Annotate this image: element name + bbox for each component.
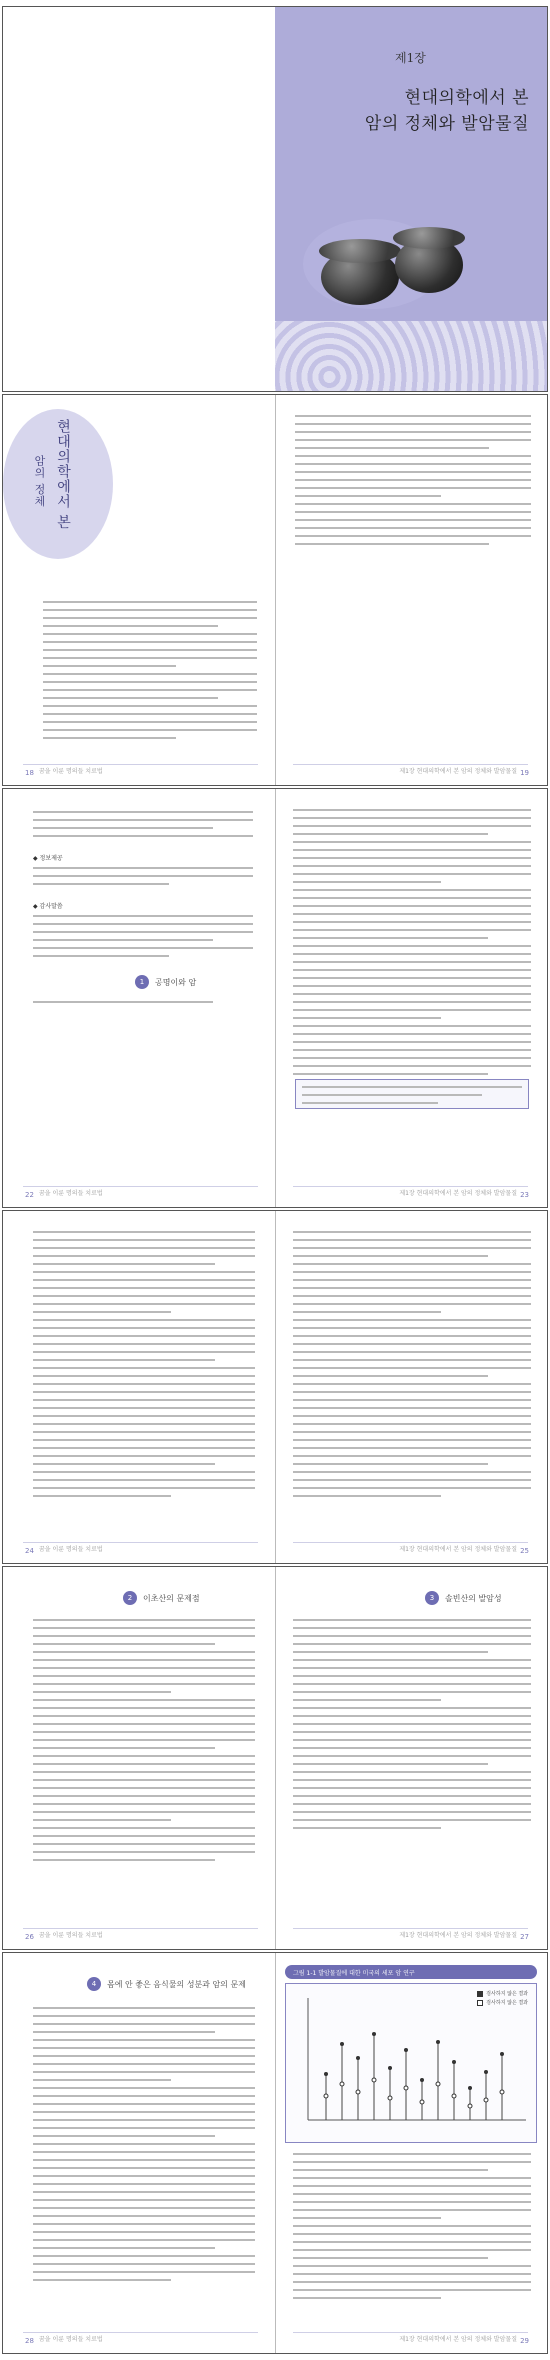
chapter-title-line1: 현대의학에서 본 (404, 88, 529, 108)
footer-rule (293, 2332, 528, 2333)
footer-rule (293, 1186, 528, 1187)
chapter-opener-spread (2, 6, 548, 392)
section-heading (135, 975, 196, 989)
body-text (43, 601, 257, 745)
body-text (33, 1231, 255, 1503)
body-text (293, 1231, 531, 1503)
body-text (33, 1619, 255, 1867)
page-26 (3, 1567, 275, 1949)
body-text (33, 2007, 255, 2287)
section-title: 몸에 안 좋은 음식물의 성분과 암의 문제 (107, 1979, 246, 1989)
section-title: 솔빈산의 발암성 (445, 1593, 502, 1603)
blank-page (3, 7, 275, 391)
running-footer: 제1장 현대의학에서 본 암의 정체와 발암물질 (399, 1932, 517, 1939)
footer-rule (23, 764, 258, 765)
running-footer: 꿈을 이룬 명의들 치료법 (39, 1190, 103, 1197)
bullet-text-2 (33, 915, 253, 963)
page-22 (3, 789, 275, 1207)
page-number: 28 (25, 2337, 34, 2345)
body-text (33, 1001, 253, 1009)
section-number: 1 (135, 975, 149, 989)
bullet-heading-1: ◆ 정보제공 (33, 855, 63, 862)
footer-rule (23, 1542, 258, 1543)
body-text (295, 415, 531, 551)
running-footer: 꿈을 이룬 명의들 치료법 (39, 1546, 103, 1553)
page-number: 25 (520, 1547, 529, 1555)
spread-22-23 (2, 788, 548, 1208)
vertical-title (17, 415, 77, 555)
section-title: 공명이와 암 (155, 977, 197, 987)
legend-label: 검사하지 않은 결과 (486, 1991, 528, 1997)
section-number: 4 (87, 1977, 101, 1991)
page-number: 22 (25, 1191, 34, 1199)
body-text (293, 1619, 531, 1835)
spread-18-19 (2, 394, 548, 786)
opener-pattern (275, 321, 547, 391)
pot-left-lid (319, 239, 401, 263)
page-number: 18 (25, 769, 34, 777)
page-number: 24 (25, 1547, 34, 1555)
footer-rule (23, 2332, 258, 2333)
running-footer: 꿈을 이룬 명의들 치료법 (39, 2336, 103, 2343)
section-heading (425, 1591, 502, 1605)
page-19 (275, 395, 547, 785)
footer-rule (293, 764, 528, 765)
page-24 (3, 1211, 275, 1563)
page-28 (3, 1953, 275, 2353)
page-number: 27 (520, 1933, 529, 1941)
running-footer: 꿈을 이룬 명의들 치료법 (39, 1932, 103, 1939)
figure-graphic (286, 1984, 536, 2142)
page-27 (275, 1567, 547, 1949)
figure-caption: 그림 1-1 발암물질에 대한 미국의 세포 암 연구 (285, 1965, 537, 1979)
chapter-title-line2: 암의 정체와 발암물질 (364, 114, 529, 134)
running-footer: 제1장 현대의학에서 본 암의 정체와 발암물질 (399, 768, 517, 775)
running-footer: 제1장 현대의학에서 본 암의 정체와 발암물질 (399, 1546, 517, 1553)
footer-rule (23, 1186, 258, 1187)
page-29 (275, 1953, 547, 2353)
figure-frame (285, 1983, 537, 2143)
bullet-text-1 (33, 867, 253, 891)
section-title: 이초산의 문제점 (143, 1593, 200, 1603)
legend-label: 검사하지 않은 결과 (486, 2000, 528, 2006)
running-footer: 꿈을 이룬 명의들 치료법 (39, 768, 103, 775)
section-number: 2 (123, 1591, 137, 1605)
pot-right-lid (393, 227, 465, 249)
running-footer: 제1장 현대의학에서 본 암의 정체와 발암물질 (399, 2336, 517, 2343)
body-text (293, 809, 531, 1081)
chapter-number: 제1장 (395, 51, 426, 65)
chapter-title (329, 85, 529, 137)
spread-24-25 (2, 1210, 548, 1564)
footer-rule (23, 1928, 258, 1929)
footer-rule (293, 1928, 528, 1929)
vertical-title-col1: 현대의학에서 본 (55, 419, 71, 530)
page-number: 19 (520, 769, 529, 777)
spread-26-27 (2, 1566, 548, 1950)
page-23 (275, 789, 547, 1207)
vertical-title-col2: 암의 정체 (33, 455, 46, 508)
page-25 (275, 1211, 547, 1563)
body-text (293, 2153, 531, 2305)
page-number: 29 (520, 2337, 529, 2345)
spread-28-29 (2, 1952, 548, 2354)
page-number: 26 (25, 1933, 34, 1941)
section-heading (123, 1591, 200, 1605)
footer-rule (293, 1542, 528, 1543)
page-18 (3, 395, 275, 785)
section-heading (87, 1977, 246, 1991)
body-text (33, 811, 253, 843)
section-number: 3 (425, 1591, 439, 1605)
page-number: 23 (520, 1191, 529, 1199)
note-box (295, 1079, 529, 1109)
bullet-heading-2: ◆ 감사말씀 (33, 903, 63, 910)
running-footer: 제1장 현대의학에서 본 암의 정체와 발암물질 (399, 1190, 517, 1197)
